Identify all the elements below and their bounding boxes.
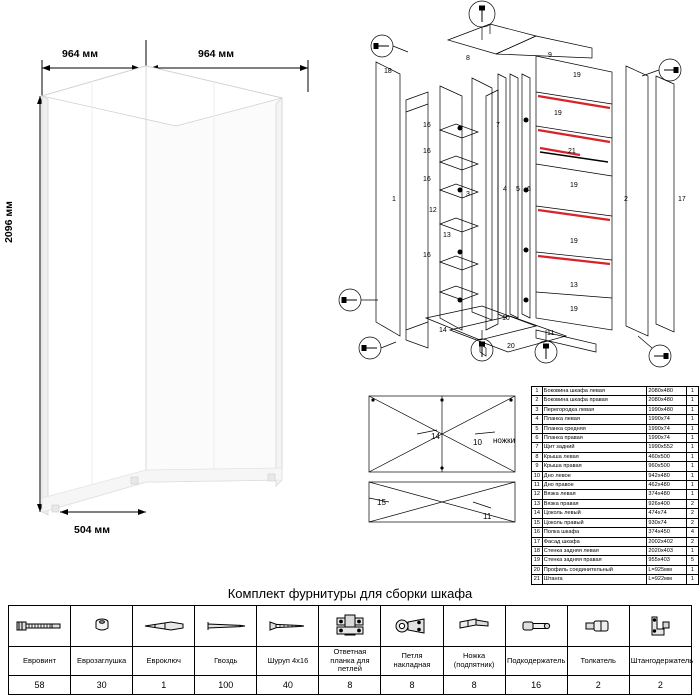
cabinet-isometric-svg bbox=[0, 0, 330, 575]
parts-cell-size: 960x500 bbox=[647, 462, 686, 471]
nail-icon bbox=[195, 606, 257, 647]
exploded-part-number: 6 bbox=[527, 186, 531, 193]
parts-cell-qty: 1 bbox=[686, 396, 698, 405]
parts-cell-no: 20 bbox=[532, 565, 543, 574]
hardware-item-count: 8 bbox=[319, 675, 381, 694]
exploded-part-number: 3 bbox=[466, 191, 470, 198]
table-row bbox=[532, 546, 699, 555]
parts-cell-qty: 5 bbox=[686, 556, 698, 565]
parts-cell-name: Боковина шкафа левая bbox=[542, 387, 647, 396]
parts-cell-size: 374x480 bbox=[647, 490, 686, 499]
parts-cell-no: 9 bbox=[532, 462, 543, 471]
parts-cell-size: 1990x552 bbox=[647, 443, 686, 452]
parts-cell-size: L=922мм bbox=[647, 575, 686, 584]
parts-cell-name: Дно правое bbox=[542, 481, 647, 490]
exploded-part-number: 21 bbox=[568, 148, 576, 155]
table-row bbox=[532, 434, 699, 443]
parts-cell-name: Крыша правая bbox=[542, 462, 647, 471]
parts-cell-name: Дно левое bbox=[542, 471, 647, 480]
hardware-item-count: 16 bbox=[505, 675, 567, 694]
table-row bbox=[532, 452, 699, 461]
table-row bbox=[532, 462, 699, 471]
exploded-part-number: 7 bbox=[496, 122, 500, 129]
parts-cell-no: 6 bbox=[532, 434, 543, 443]
parts-cell-no: 2 bbox=[532, 396, 543, 405]
exploded-part-number: 16 bbox=[423, 122, 431, 129]
parts-cell-no: 19 bbox=[532, 556, 543, 565]
parts-cell-no: 16 bbox=[532, 528, 543, 537]
parts-cell-name: Стенка задняя левая bbox=[542, 546, 647, 555]
parts-cell-no: 10 bbox=[532, 471, 543, 480]
parts-cell-size: 1990x74 bbox=[647, 415, 686, 424]
dimension-depth-label: 504 мм bbox=[74, 524, 110, 536]
table-row bbox=[532, 499, 699, 508]
hardware-item-count: 100 bbox=[195, 675, 257, 694]
euro-screw-icon bbox=[9, 606, 71, 647]
table-row bbox=[532, 387, 699, 396]
parts-cell-qty: 2 bbox=[686, 537, 698, 546]
parts-cell-name: Штанга bbox=[542, 575, 647, 584]
hardware-kit-counts-row bbox=[9, 675, 692, 694]
parts-cell-qty: 1 bbox=[686, 462, 698, 471]
exploded-part-number: 10 bbox=[502, 315, 510, 322]
parts-cell-qty: 1 bbox=[686, 490, 698, 499]
table-row bbox=[532, 528, 699, 537]
hardware-item-name: Гвоздь bbox=[195, 647, 257, 676]
table-row bbox=[532, 405, 699, 414]
parts-cell-no: 3 bbox=[532, 405, 543, 414]
parts-cell-size: 955x403 bbox=[647, 556, 686, 565]
parts-cell-no: 13 bbox=[532, 499, 543, 508]
parts-cell-size: 460x500 bbox=[647, 452, 686, 461]
parts-cell-name: Профиль соединительный bbox=[542, 565, 647, 574]
hardware-kit-icons-row bbox=[9, 606, 692, 647]
parts-cell-qty: 1 bbox=[686, 565, 698, 574]
parts-cell-no: 8 bbox=[532, 452, 543, 461]
parts-cell-qty: 2 bbox=[686, 509, 698, 518]
rod-support-icon bbox=[629, 606, 691, 647]
parts-list-table bbox=[531, 386, 699, 585]
exploded-part-number: 2 bbox=[624, 196, 628, 203]
parts-cell-size: 374x450 bbox=[647, 528, 686, 537]
parts-cell-name: Полка шкафа bbox=[542, 528, 647, 537]
parts-cell-no: 15 bbox=[532, 518, 543, 527]
back-panel-label: 15 bbox=[377, 498, 386, 507]
hardware-item-name: Толкатель bbox=[567, 647, 629, 676]
parts-cell-qty: 1 bbox=[686, 424, 698, 433]
exploded-part-number: 13 bbox=[570, 282, 578, 289]
hardware-item-name: Еврозаглушка bbox=[71, 647, 133, 676]
parts-cell-qty: 2 bbox=[686, 499, 698, 508]
table-row bbox=[532, 490, 699, 499]
hardware-kit-table bbox=[8, 605, 692, 695]
parts-cell-qty: 1 bbox=[686, 481, 698, 490]
exploded-part-number: 8 bbox=[466, 55, 470, 62]
hardware-item-count: 30 bbox=[71, 675, 133, 694]
parts-cell-size: 1990x74 bbox=[647, 424, 686, 433]
exploded-part-number: 19 bbox=[570, 306, 578, 313]
hardware-item-count: 8 bbox=[381, 675, 443, 694]
hardware-item-count: 58 bbox=[9, 675, 71, 694]
parts-cell-qty: 1 bbox=[686, 575, 698, 584]
parts-cell-no: 12 bbox=[532, 490, 543, 499]
hardware-item-name: Евроключ bbox=[133, 647, 195, 676]
exploded-part-number: 19 bbox=[573, 72, 581, 79]
table-row bbox=[532, 424, 699, 433]
table-row bbox=[532, 565, 699, 574]
euro-key-icon bbox=[133, 606, 195, 647]
table-row bbox=[532, 471, 699, 480]
parts-cell-qty: 1 bbox=[686, 405, 698, 414]
leg-icon bbox=[443, 606, 505, 647]
parts-cell-size: 942x480 bbox=[647, 471, 686, 480]
back-panel-label: ножки bbox=[493, 436, 516, 445]
parts-cell-name: Вязка левая bbox=[542, 490, 647, 499]
hardware-item-name: Ответная планка для петлей bbox=[319, 647, 381, 676]
table-row bbox=[532, 443, 699, 452]
parts-cell-no: 17 bbox=[532, 537, 543, 546]
parts-cell-size: 474x74 bbox=[647, 509, 686, 518]
hardware-item-name: Петля накладная bbox=[381, 647, 443, 676]
exploded-part-number: 16 bbox=[423, 148, 431, 155]
back-panel-label: 10 bbox=[473, 438, 482, 447]
parts-cell-size: 1990x480 bbox=[647, 405, 686, 414]
hardware-item-name: Евровинт bbox=[9, 647, 71, 676]
parts-cell-no: 4 bbox=[532, 415, 543, 424]
exploded-part-number: 11 bbox=[547, 330, 555, 337]
parts-list-body bbox=[532, 387, 699, 585]
table-row bbox=[532, 518, 699, 527]
parts-cell-qty: 1 bbox=[686, 452, 698, 461]
parts-cell-qty: 1 bbox=[686, 415, 698, 424]
back-panel-label: 11 bbox=[483, 512, 492, 521]
parts-cell-name: Перегородка левая bbox=[542, 405, 647, 414]
parts-cell-qty: 1 bbox=[686, 443, 698, 452]
parts-cell-size: 2080x480 bbox=[647, 396, 686, 405]
exploded-assembly-svg bbox=[330, 0, 700, 385]
parts-cell-size: 2080x480 bbox=[647, 387, 686, 396]
table-row bbox=[532, 396, 699, 405]
dimension-top-left-label: 964 мм bbox=[62, 48, 98, 60]
table-row bbox=[532, 575, 699, 584]
parts-cell-qty: 1 bbox=[686, 434, 698, 443]
exploded-part-number: 16 bbox=[423, 176, 431, 183]
table-row bbox=[532, 415, 699, 424]
exploded-part-number: 5 bbox=[516, 186, 520, 193]
parts-cell-no: 11 bbox=[532, 481, 543, 490]
hardware-item-count: 40 bbox=[257, 675, 319, 694]
parts-cell-no: 5 bbox=[532, 424, 543, 433]
exploded-part-number: 12 bbox=[429, 207, 437, 214]
parts-cell-size: 930x74 bbox=[647, 518, 686, 527]
exploded-part-number: 19 bbox=[554, 110, 562, 117]
exploded-part-number: 17 bbox=[678, 196, 686, 203]
hardware-item-name: Подкодержатель bbox=[505, 647, 567, 676]
parts-cell-size: 2020x403 bbox=[647, 546, 686, 555]
exploded-part-number: 16 bbox=[423, 252, 431, 259]
parts-cell-qty: 1 bbox=[686, 471, 698, 480]
pusher-icon bbox=[567, 606, 629, 647]
parts-cell-no: 18 bbox=[532, 546, 543, 555]
rod-holder-icon bbox=[505, 606, 567, 647]
parts-cell-no: 1 bbox=[532, 387, 543, 396]
parts-cell-size: 1990x74 bbox=[647, 434, 686, 443]
hardware-item-name: Штангодержатель bbox=[629, 647, 691, 676]
hardware-kit-title: Комплект фурнитуры для сборки шкафа bbox=[227, 586, 473, 601]
hardware-item-name: Шуруп 4х16 bbox=[257, 647, 319, 676]
parts-cell-size: L=925мм bbox=[647, 565, 686, 574]
hardware-item-count: 2 bbox=[629, 675, 691, 694]
parts-cell-size: 2002x402 bbox=[647, 537, 686, 546]
screw-icon bbox=[257, 606, 319, 647]
euro-cap-icon bbox=[71, 606, 133, 647]
back-panel-label: 14 bbox=[431, 432, 440, 441]
parts-cell-name: Крыша левая bbox=[542, 452, 647, 461]
exploded-part-number: 20 bbox=[507, 343, 515, 350]
parts-cell-qty: 2 bbox=[686, 518, 698, 527]
hardware-item-count: 2 bbox=[567, 675, 629, 694]
exploded-part-number: 1 bbox=[392, 196, 396, 203]
table-row bbox=[532, 509, 699, 518]
parts-cell-size: 462x480 bbox=[647, 481, 686, 490]
parts-cell-qty: 4 bbox=[686, 528, 698, 537]
parts-cell-name: Планка правая bbox=[542, 434, 647, 443]
hardware-item-count: 1 bbox=[133, 675, 195, 694]
exploded-part-number: 14 bbox=[439, 327, 447, 334]
cabinet-isometric-drawing bbox=[0, 0, 330, 575]
dimension-height-label: 2096 мм bbox=[2, 201, 15, 243]
dimension-top-right-label: 964 мм bbox=[198, 48, 234, 60]
hinge-plate-icon bbox=[319, 606, 381, 647]
exploded-part-number: 13 bbox=[443, 232, 451, 239]
parts-cell-name: Цоколь левый bbox=[542, 509, 647, 518]
parts-cell-name: Цоколь правый bbox=[542, 518, 647, 527]
exploded-part-number: 4 bbox=[503, 186, 507, 193]
parts-cell-qty: 1 bbox=[686, 546, 698, 555]
parts-cell-name: Планка левая bbox=[542, 415, 647, 424]
parts-cell-size: 926x400 bbox=[647, 499, 686, 508]
hardware-item-name: Ножка (подпятник) bbox=[443, 647, 505, 676]
exploded-part-number: 19 bbox=[570, 238, 578, 245]
table-row bbox=[532, 537, 699, 546]
parts-cell-name: Вязка правая bbox=[542, 499, 647, 508]
hardware-kit-names-row bbox=[9, 647, 692, 676]
hardware-item-count: 8 bbox=[443, 675, 505, 694]
parts-cell-no: 7 bbox=[532, 443, 543, 452]
exploded-part-number: 18 bbox=[384, 68, 392, 75]
parts-cell-qty: 1 bbox=[686, 387, 698, 396]
hardware-kit-section bbox=[8, 586, 692, 695]
table-row bbox=[532, 481, 699, 490]
exploded-assembly-view bbox=[330, 0, 700, 385]
exploded-part-number: 9 bbox=[548, 52, 552, 59]
parts-cell-no: 21 bbox=[532, 575, 543, 584]
parts-cell-name: Фасад шкафа bbox=[542, 537, 647, 546]
parts-cell-name: Стенка задняя правая bbox=[542, 556, 647, 565]
parts-cell-no: 14 bbox=[532, 509, 543, 518]
table-row bbox=[532, 556, 699, 565]
hinge-icon bbox=[381, 606, 443, 647]
exploded-part-number: 19 bbox=[570, 182, 578, 189]
parts-cell-name: Планка средняя bbox=[542, 424, 647, 433]
parts-cell-name: Щит задний bbox=[542, 443, 647, 452]
parts-cell-name: Боковина шкафа правая bbox=[542, 396, 647, 405]
